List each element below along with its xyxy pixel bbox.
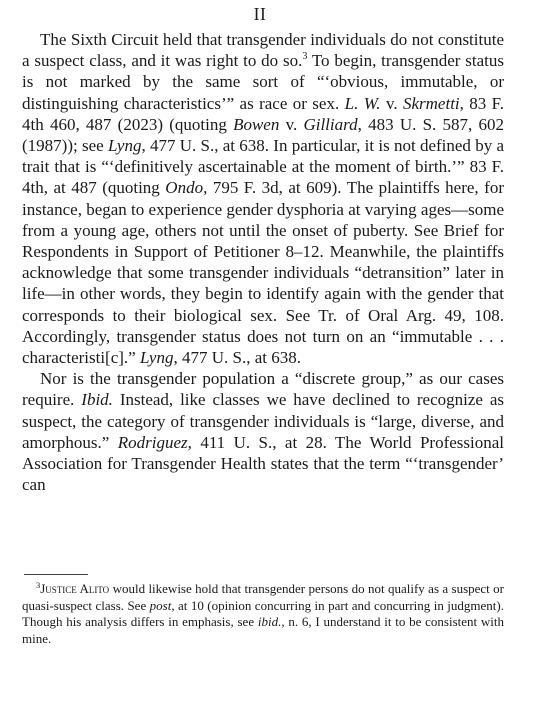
italic-citation: Lyng [107, 136, 142, 156]
small-caps-name: Justice Alito [40, 581, 110, 596]
text-run: The Sixth Circuit held that transgender individuals do not constitute a suspect class, and it was right to do so. [22, 30, 504, 71]
text-run: , 483 U. S. 587, 602 (1987)); see [22, 114, 504, 156]
text-run: , 795 F. 3d, at 609). The plaintiffs here, for instance, began to experience gender dysphoria at varying ages—some from a young age, others not until the onset of puberty. See Brief for Respondents in Support of Petitioner 8–12. Meanwhile, the plaintiffs acknowledge that some transgender individuals “detransition” later in life—in other words, they begin to identify again with the gender that corresponds to their biological sex. See Tr. of Oral Arg. 49, 108. Accordingly, transgender status does not turn on an “immutable . . . characteristi[c].” [22, 178, 504, 368]
footnote-marker: 3 [36, 580, 41, 590]
text-run: , n. 6, I understand it to be consistent with mine. [22, 614, 504, 646]
text-run: would likewise hold that transgender persons do not qualify as a suspect or quasi-suspect class. See [22, 581, 504, 613]
italic-citation: Ibid. [81, 390, 113, 410]
italic-citation: post [149, 597, 172, 613]
italic-citation: ibid. [257, 614, 282, 629]
footnote-divider [24, 574, 88, 575]
italic-citation: L. W. [344, 93, 381, 113]
text-run: To begin, transgender status is not marked by the same sort of “‘obvious, immutable, or distinguishing characteristics’” as race or sex. [22, 51, 505, 113]
italic-citation: Lyng [139, 348, 174, 368]
opinion-body [22, 29, 504, 495]
paragraph-1 [22, 29, 504, 368]
text-run: v. [380, 93, 403, 113]
text-run: , 83 F. 4th 460, 487 (2023) (quoting [22, 93, 505, 134]
section-heading: II [253, 4, 267, 24]
footnote-text [22, 581, 504, 647]
text-run: Nor is the transgender population a “discrete group,” as our cases require. [22, 369, 504, 410]
italic-citation: Rodriguez [117, 432, 188, 452]
footnote-3 [22, 581, 504, 647]
text-run: , 477 U. S., at 638. [173, 348, 301, 368]
italic-citation: Ondo [165, 178, 204, 198]
text-run: v. [279, 114, 304, 134]
italic-citation: Skrmetti [402, 93, 460, 113]
italic-citation: Bowen [233, 114, 280, 134]
paragraph-2 [22, 368, 504, 495]
text-run: , at 10 (opinion concurring in part and concurring in judgment). Though his analysis differs in emphasis, see [22, 597, 504, 629]
text-run: , 477 U. S., at 638. In particular, it is not defined by a trait that is “‘definitively ascertainable at the moment of birth.’” 83 F. 4th, at 487 (quoting [22, 136, 505, 198]
text-run: Instead, like classes we have declined to recognize as suspect, the category of transgender individuals is “large, diverse, and amorphous.” [22, 390, 504, 452]
italic-citation: Gilliard [303, 114, 358, 134]
footnote-marker: 3 [302, 51, 308, 63]
text-run: , 411 U. S., at 28. The World Professional Association for Transgender Health states that the term “‘transgender’ can [22, 432, 504, 495]
